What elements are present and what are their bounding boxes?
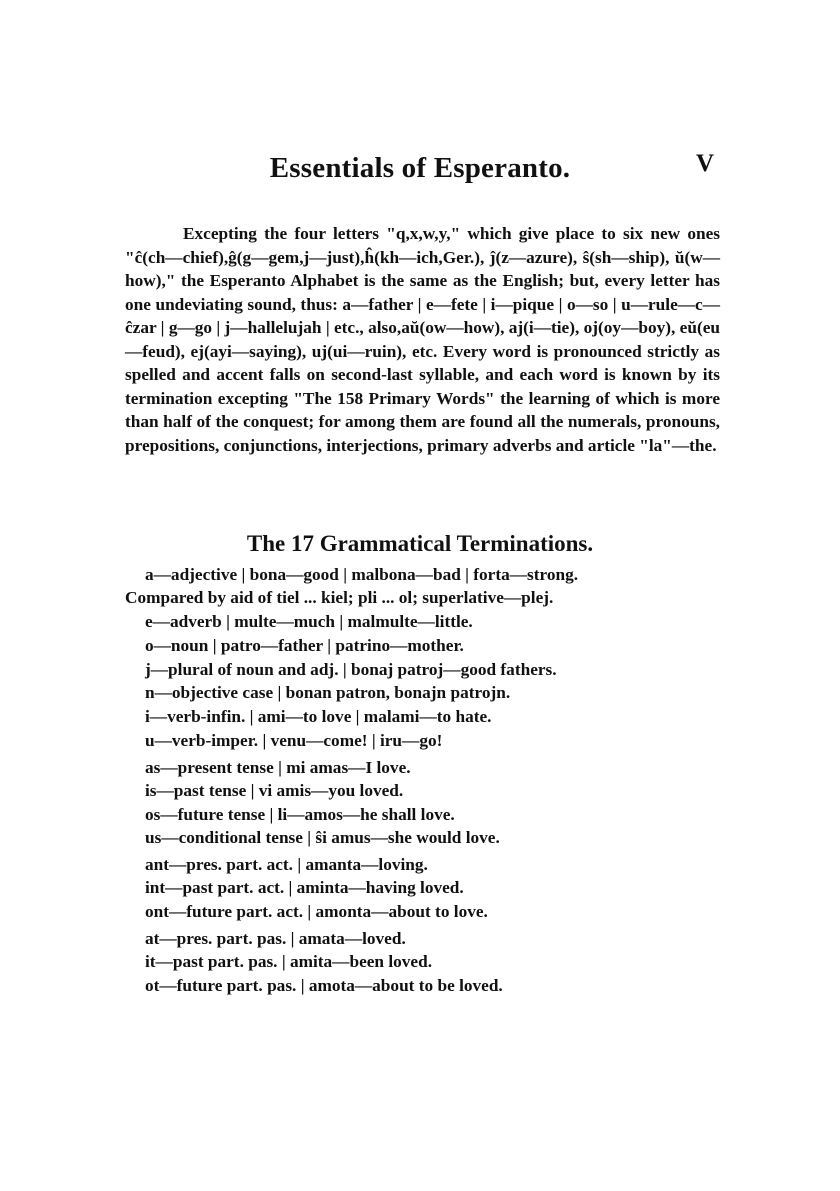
- termination-line: is—past tense | vi amis—you loved.: [145, 781, 404, 800]
- termination-line: u—verb-imper. | venu—come! | iru—go!: [145, 731, 443, 750]
- termination-line: i—verb-infin. | ami—to love | malami—to hate.: [145, 707, 492, 726]
- termination-line: it—past part. pas. | amita—been loved.: [145, 952, 433, 971]
- termination-line: os—future tense | li—amos—he shall love.: [145, 805, 455, 824]
- termination-line: a—adjective | bona—good | malbona—bad | forta—strong.: [145, 565, 579, 584]
- termination-line: as—present tense | mi amas—I love.: [145, 758, 411, 777]
- termination-line: ont—future part. act. | amonta—about to love.: [145, 902, 488, 921]
- termination-line: o—noun | patro—father | patrino—mother.: [145, 636, 464, 655]
- termination-line: ant—pres. part. act. | amanta—loving.: [145, 855, 428, 874]
- termination-line: n—objective case | bonan patron, bonajn patrojn.: [145, 683, 511, 702]
- termination-line: j—plural of noun and adj. | bonaj patroj—good fathers.: [145, 660, 557, 679]
- intro-paragraph: Excepting the four letters "q,x,w,y," which give place to six new ones "ĉ(ch—chief),ĝ(g—gem,j—just),ĥ(kh—ich,Ger.), ĵ(z—azure), ŝ(sh—ship), ŭ(w—how)," the Esperanto Alphabet is the same as the English; but, every letter has one undeviating sound, thus: a—father | e—fete | i—pique | o—so | u—rule—c—ĉzar | g—go | j—hallelujah | etc., also,aŭ(ow—how), aj(i—tie), oj(oy—boy), eŭ(eu—feud), ej(ayi—saying), uj(ui—ruin), etc. Every word is pronounced strictly as spelled and accent falls on second-last syllable, and each word is known by its termination excepting "The 158 Primary Words" the learning of which is more than half of the conquest; for among them are found all the numerals, pronouns, prepositions, conjunctions, interjections, primary adverbs and article "la"—the.: [125, 224, 720, 455]
- page-number: V: [696, 150, 715, 177]
- termination-line: us—conditional tense | ŝi amus—she would love.: [145, 828, 500, 847]
- termination-line: int—past part. act. | aminta—having loved.: [145, 878, 464, 897]
- termination-line: ot—future part. pas. | amota—about to be loved.: [145, 976, 503, 995]
- page-title: Essentials of Esperanto.: [269, 152, 571, 184]
- termination-line: at—pres. part. pas. | amata—loved.: [145, 929, 406, 948]
- termination-line: e—adverb | multe—much | malmulte—little.: [145, 612, 473, 631]
- termination-line: Compared by aid of tiel ... kiel; pli ... ol; superlative—plej.: [125, 588, 554, 607]
- section-heading: The 17 Grammatical Terminations.: [246, 531, 594, 556]
